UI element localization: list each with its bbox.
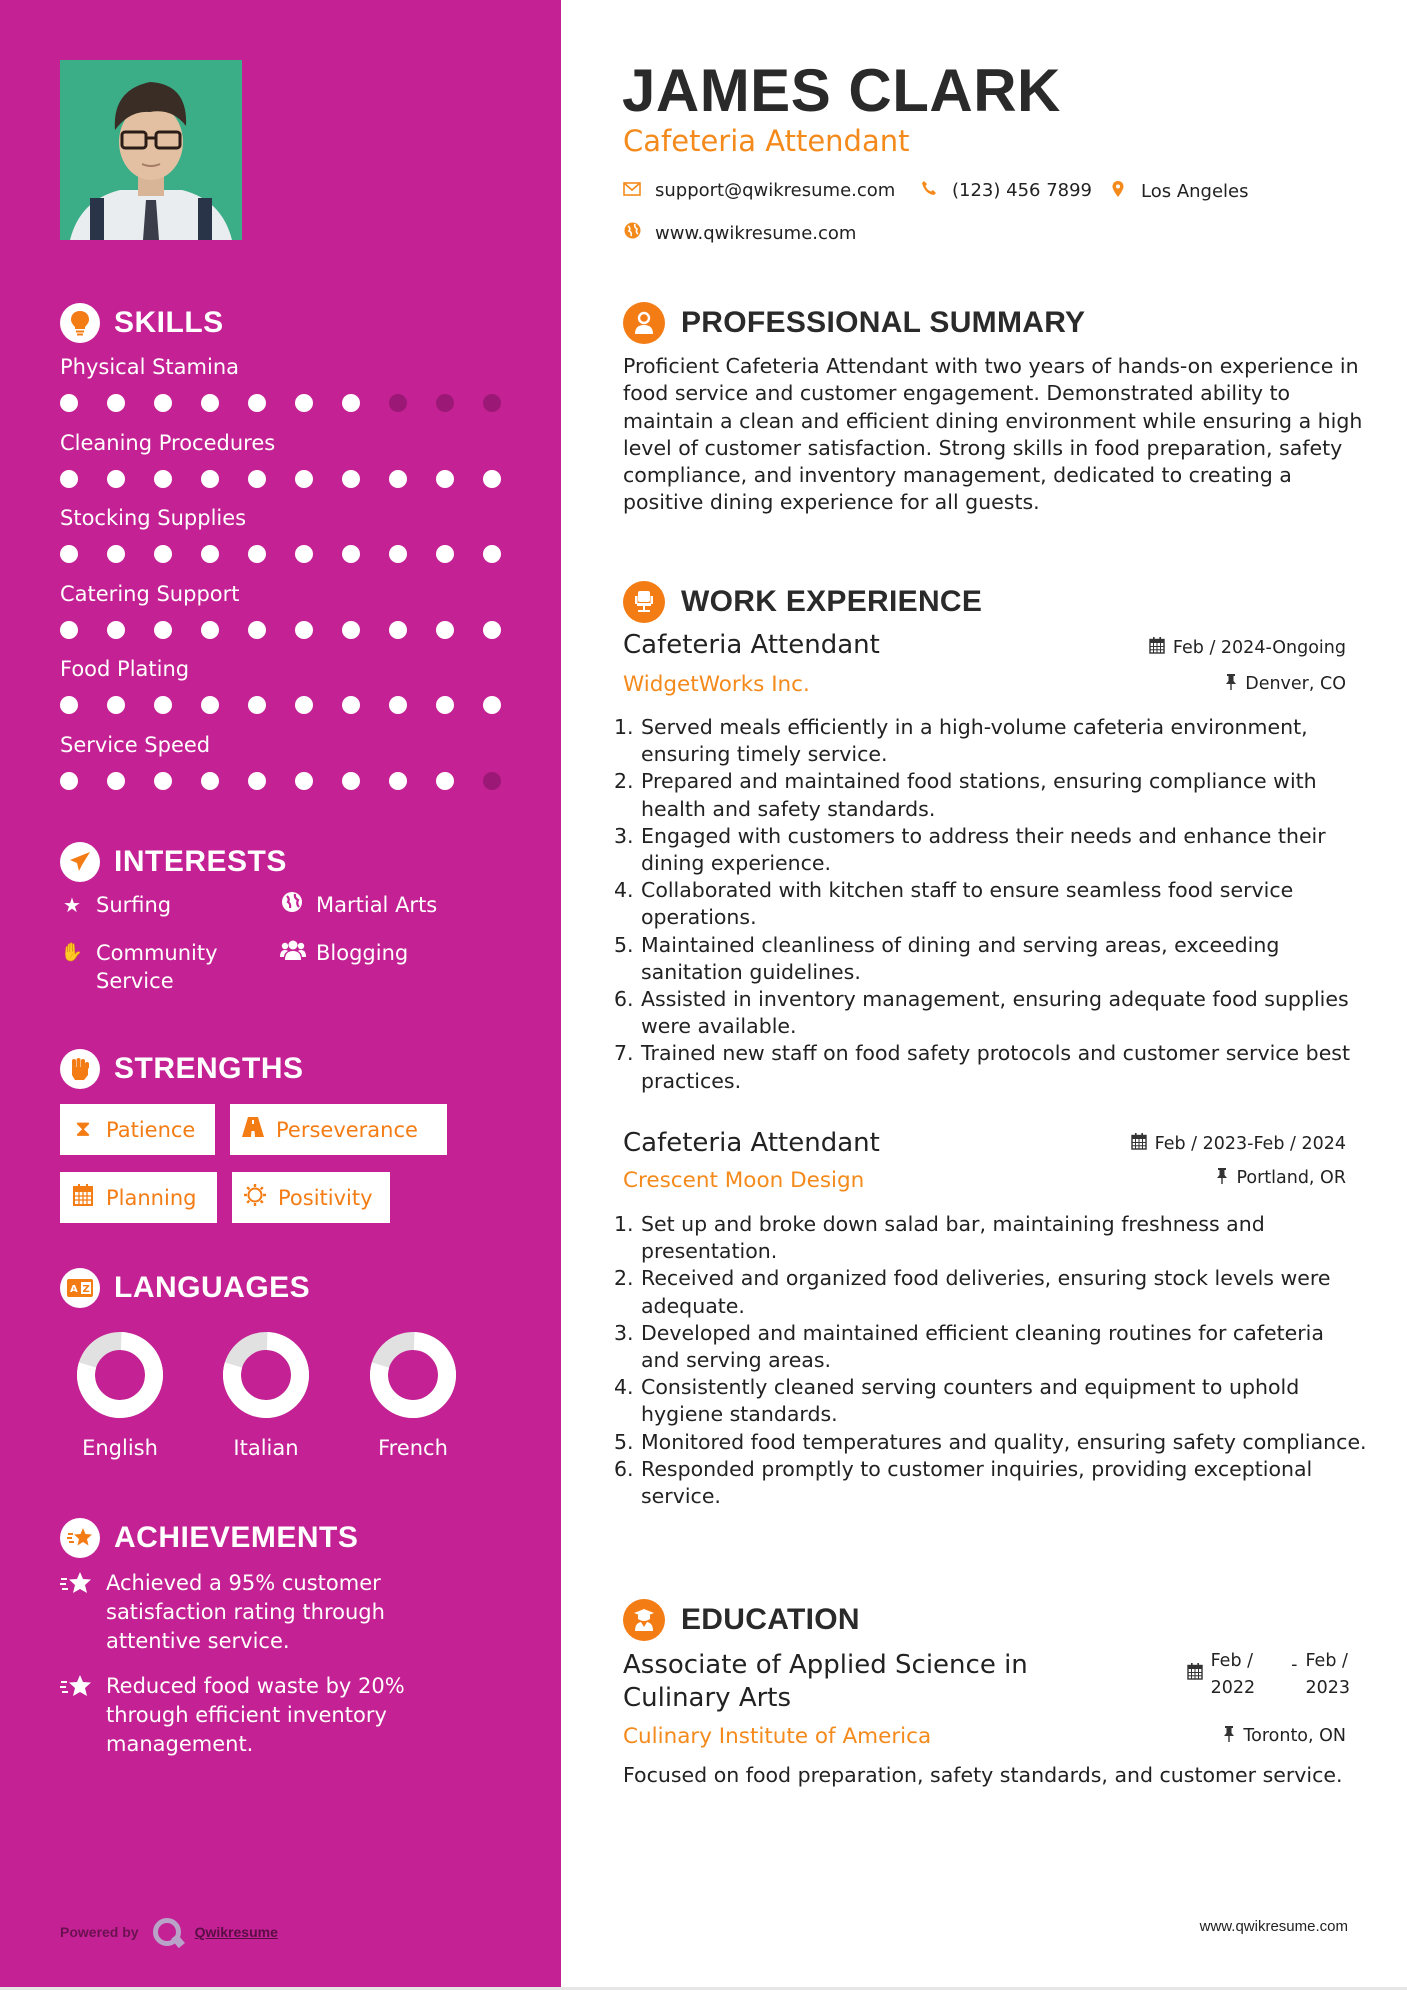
- qwikresume-link[interactable]: Qwikresume: [194, 1924, 278, 1940]
- job-duty-item: Responded promptly to customer inquiries, providing exceptional service.: [641, 1456, 1313, 1509]
- job-duty-item: Consistently cleaned serving counters and equipment to uphold hygiene standards.: [641, 1375, 1300, 1427]
- skill-label: Service Speed: [60, 733, 211, 757]
- date-separator: -: [1291, 1655, 1298, 1675]
- rating-dot-filled: [60, 394, 78, 412]
- contact-phone: [920, 180, 1092, 201]
- strength-label: Perseverance: [276, 1117, 418, 1142]
- fist-icon: [60, 1049, 100, 1089]
- rating-dot-filled: [342, 621, 360, 639]
- job-dates: [1149, 637, 1346, 658]
- interest-label: Community Service: [96, 941, 218, 993]
- rating-dot-filled: [295, 621, 313, 639]
- education-end: [1305, 1648, 1350, 1702]
- language-name: Italian: [233, 1436, 299, 1460]
- strength-chip: [60, 1172, 217, 1223]
- rating-dot-filled: [248, 394, 266, 412]
- user-icon: [623, 302, 665, 344]
- rating-dot-filled: [342, 696, 360, 714]
- interest-item: [60, 939, 260, 995]
- rating-dot-filled: [154, 545, 172, 563]
- rating-dot-filled: [248, 696, 266, 714]
- location-text: Los Angeles: [1141, 181, 1249, 202]
- education-start-month: Feb /: [1210, 1651, 1254, 1671]
- profile-photo: [60, 60, 242, 240]
- map-pin-icon: [1109, 180, 1127, 203]
- rating-dot-filled: [389, 470, 407, 488]
- hand-icon: ✋: [60, 942, 84, 963]
- job-duty-item: Received and organized food deliveries, ensuring stock levels were adequate.: [641, 1266, 1331, 1318]
- interests-title: INTERESTS: [114, 845, 287, 878]
- rating-dot-filled: [436, 696, 454, 714]
- job-duty-item: Set up and broke down salad bar, maintaining freshness and presentation.: [641, 1212, 1265, 1264]
- pushpin-icon: [1225, 674, 1237, 694]
- star-icon: ★: [63, 893, 81, 917]
- rating-dot-filled: [389, 621, 407, 639]
- rating-dot-filled: [60, 621, 78, 639]
- globe-icon: [623, 222, 641, 244]
- education-description: Focused on food preparation, safety standards, and customer service.: [623, 1763, 1343, 1787]
- globe-icon: [280, 891, 304, 920]
- candidate-title: Cafeteria Attendant: [623, 124, 910, 158]
- rating-dot-filled: [107, 621, 125, 639]
- road-icon: [242, 1117, 264, 1143]
- summary-header: [623, 302, 1085, 344]
- phone-icon: [920, 180, 938, 201]
- rating-dot-filled: [201, 696, 219, 714]
- rating-dot-filled: [201, 394, 219, 412]
- strength-chip: [230, 1104, 447, 1155]
- job-title: Cafeteria Attendant: [623, 630, 880, 660]
- job-date-range: Feb / 2023-Feb / 2024: [1154, 1133, 1346, 1154]
- achievement-item: [60, 1569, 460, 1656]
- rating-dot-filled: [295, 394, 313, 412]
- sidebar: [0, 0, 561, 1990]
- portrait-image: [60, 60, 242, 240]
- education-start-year: 2022: [1210, 1678, 1256, 1698]
- svg-text:Z: Z: [82, 1284, 90, 1295]
- candidate-name: JAMES CLARK: [622, 57, 1061, 124]
- skill-label: Food Plating: [60, 657, 190, 681]
- rating-dot-filled: [60, 696, 78, 714]
- rating-dot-filled: [107, 470, 125, 488]
- rating-dot-filled: [389, 772, 407, 790]
- job-duty-item: Maintained cleanliness of dining and serving areas, exceeding sanitation guidelines.: [641, 932, 1280, 984]
- svg-text:A: A: [70, 1284, 78, 1295]
- rating-dot-filled: [436, 545, 454, 563]
- language-item: [206, 1330, 326, 1460]
- job-duty-item: Developed and maintained efficient cleaning routines for cafeteria and serving areas.: [641, 1320, 1324, 1373]
- job-title: Cafeteria Attendant: [623, 1128, 880, 1158]
- rating-dot-filled: [342, 772, 360, 790]
- interest-label: Surfing: [96, 893, 172, 917]
- job-duty-item: Trained new staff on food safety protocols and customer service best practices.: [641, 1041, 1351, 1093]
- calendar-icon: [1131, 1133, 1147, 1154]
- skills-header: [60, 303, 224, 343]
- rating-dot-filled: [154, 470, 172, 488]
- school-name: Culinary Institute of America: [623, 1724, 932, 1749]
- job-location-text: Denver, CO: [1245, 674, 1346, 694]
- company-name: WidgetWorks Inc.: [623, 672, 810, 697]
- job-duty-item: Served meals efficiently in a high-volume cafeteria environment, ensuring timely service.: [641, 715, 1308, 767]
- envelope-icon: [623, 181, 641, 201]
- experience-header: [623, 581, 982, 623]
- interest-label: Martial Arts: [316, 893, 438, 917]
- rating-dot-filled: [201, 470, 219, 488]
- strengths-header: [60, 1049, 304, 1089]
- rating-dot-filled: [342, 545, 360, 563]
- rating-dot-filled: [60, 545, 78, 563]
- job-duties-list: [623, 714, 1368, 1095]
- education-location-text: Toronto, ON: [1243, 1726, 1346, 1746]
- pushpin-icon: [1216, 1168, 1228, 1188]
- strength-label: Planning: [106, 1185, 197, 1210]
- calendar-icon: [1149, 637, 1165, 658]
- rating-dot-filled: [295, 696, 313, 714]
- languages-title: LANGUAGES: [114, 1271, 311, 1304]
- rating-dot-filled: [248, 621, 266, 639]
- skill-label: Stocking Supplies: [60, 506, 247, 530]
- powered-by: [60, 1918, 278, 1946]
- summary-title: PROFESSIONAL SUMMARY: [681, 306, 1086, 339]
- language-item: [353, 1330, 473, 1460]
- sun-icon: [244, 1184, 266, 1212]
- education-end-year: 2023: [1305, 1678, 1350, 1698]
- powered-by-label: Powered by: [60, 1924, 139, 1940]
- rating-dot-empty: [483, 772, 501, 790]
- achievement-text: Achieved a 95% customer satisfaction rating through attentive service.: [106, 1571, 385, 1653]
- language-icon: [60, 1268, 100, 1308]
- rating-dot-filled: [107, 545, 125, 563]
- language-donut-chart: [221, 1330, 311, 1420]
- rating-dot-filled: [483, 545, 501, 563]
- strength-label: Positivity: [278, 1185, 373, 1210]
- rating-dot-filled: [248, 470, 266, 488]
- rating-dot-filled: [154, 621, 172, 639]
- office-chair-icon: [623, 581, 665, 623]
- rating-dot-filled: [60, 772, 78, 790]
- lightbulb-icon: [60, 303, 100, 343]
- interest-item: [280, 891, 437, 920]
- achievements-header: [60, 1518, 358, 1558]
- interests-header: [60, 842, 287, 882]
- skill-rating: [60, 545, 501, 563]
- rating-dot-empty: [483, 394, 501, 412]
- contact-email: [623, 180, 895, 201]
- language-donut-chart: [75, 1330, 165, 1420]
- interest-item: [280, 939, 408, 968]
- rating-dot-filled: [201, 545, 219, 563]
- website-link[interactable]: www.qwikresume.com: [655, 222, 857, 244]
- rating-dot-filled: [483, 696, 501, 714]
- phone-number: (123) 456 7899: [952, 180, 1093, 201]
- rating-dot-filled: [154, 696, 172, 714]
- job-duties-list: [623, 1211, 1368, 1510]
- languages-header: [60, 1268, 310, 1308]
- job-duty-item: Monitored food temperatures and quality, ensuring safety compliance.: [641, 1429, 1367, 1454]
- contact-website: [623, 222, 856, 244]
- rating-dot-filled: [342, 394, 360, 412]
- qwikresume-logo-icon: [153, 1918, 181, 1946]
- skill-label: Physical Stamina: [60, 355, 240, 379]
- skill-label: Cleaning Procedures: [60, 431, 276, 455]
- job-dates: [1131, 1133, 1346, 1154]
- calendar-icon: [1187, 1662, 1203, 1689]
- shooting-star-icon: [60, 1518, 100, 1558]
- interest-label: Blogging: [316, 941, 409, 965]
- calendar-icon: [72, 1184, 94, 1212]
- education-start: [1211, 1648, 1256, 1702]
- rating-dot-filled: [342, 470, 360, 488]
- job-date-range: Feb / 2024-Ongoing: [1172, 637, 1346, 658]
- experience-title: WORK EXPERIENCE: [681, 585, 983, 618]
- rating-dot-empty: [389, 394, 407, 412]
- education-end-month: Feb /: [1305, 1651, 1348, 1671]
- job-duty-item: Prepared and maintained food stations, ensuring compliance with health and safety standards.: [641, 769, 1317, 821]
- degree-title: Associate of Applied Science in Culinary Arts: [623, 1650, 1028, 1713]
- strengths-title: STRENGTHS: [114, 1052, 304, 1085]
- rating-dot-filled: [389, 696, 407, 714]
- skill-rating: [60, 394, 501, 412]
- education-dates: [1187, 1648, 1350, 1702]
- rating-dot-filled: [295, 470, 313, 488]
- rating-dot-filled: [248, 545, 266, 563]
- skill-rating: [60, 470, 501, 488]
- skill-rating: [60, 696, 501, 714]
- rating-dot-filled: [201, 772, 219, 790]
- contact-location: [1109, 180, 1249, 203]
- job-location-text: Portland, OR: [1236, 1168, 1346, 1188]
- job-duty-item: Assisted in inventory management, ensuring adequate food supplies were available.: [641, 987, 1349, 1039]
- shooting-star-icon: [60, 1672, 92, 1759]
- achievement-item: [60, 1672, 460, 1759]
- strength-label: Patience: [106, 1117, 196, 1142]
- rating-dot-filled: [295, 545, 313, 563]
- rating-dot-empty: [436, 394, 454, 412]
- users-icon: [280, 939, 304, 968]
- rating-dot-filled: [436, 772, 454, 790]
- rating-dot-filled: [436, 470, 454, 488]
- rating-dot-filled: [248, 772, 266, 790]
- education-location: [1223, 1726, 1346, 1746]
- shooting-star-icon: [60, 1569, 92, 1656]
- language-name: French: [378, 1436, 448, 1460]
- paper-plane-icon: [60, 842, 100, 882]
- job-duty-item: Collaborated with kitchen staff to ensure seamless food service operations.: [641, 878, 1294, 930]
- rating-dot-filled: [154, 772, 172, 790]
- skill-label: Catering Support: [60, 582, 240, 606]
- footer-website-link[interactable]: www.qwikresume.com: [1199, 1918, 1348, 1935]
- rating-dot-filled: [389, 545, 407, 563]
- rating-dot-filled: [107, 696, 125, 714]
- achievements-title: ACHIEVEMENTS: [114, 1521, 359, 1554]
- rating-dot-filled: [107, 394, 125, 412]
- language-donut-chart: [368, 1330, 458, 1420]
- pushpin-icon: [1223, 1726, 1235, 1746]
- language-name: English: [82, 1436, 158, 1460]
- job-location: [1225, 674, 1346, 694]
- strength-chip: [60, 1104, 215, 1155]
- rating-dot-filled: [201, 621, 219, 639]
- summary-text: Proficient Cafeteria Attendant with two years of hands-on experience in food service and customer engagement. Demonstrated ability to maintain a clean and efficient dining environment while ensuring a high level of customer satisfaction. Strong skills in food preparation, safety compliance, and inventory management, dedicated to creating a positive dining experience for all guests.: [623, 354, 1363, 515]
- achievement-text: Reduced food waste by 20% through efficient inventory management.: [106, 1674, 405, 1756]
- graduate-icon: [623, 1599, 665, 1641]
- education-title: EDUCATION: [681, 1603, 860, 1636]
- rating-dot-filled: [154, 394, 172, 412]
- rating-dot-filled: [295, 772, 313, 790]
- skill-rating: [60, 621, 501, 639]
- rating-dot-filled: [483, 621, 501, 639]
- company-name: Crescent Moon Design: [623, 1168, 865, 1193]
- strength-chip: [232, 1172, 390, 1223]
- skills-title: SKILLS: [114, 306, 224, 339]
- job-duty-item: Engaged with customers to address their needs and enhance their dining experience.: [641, 823, 1326, 876]
- hourglass-icon: ⧗: [75, 1117, 91, 1142]
- email-link[interactable]: support@qwikresume.com: [655, 180, 896, 201]
- job-location: [1216, 1168, 1346, 1188]
- rating-dot-filled: [483, 470, 501, 488]
- rating-dot-filled: [436, 621, 454, 639]
- rating-dot-filled: [107, 772, 125, 790]
- skill-rating: [60, 772, 501, 790]
- interest-item: [60, 891, 171, 919]
- education-header: [623, 1599, 860, 1641]
- language-item: [60, 1330, 180, 1460]
- rating-dot-filled: [60, 470, 78, 488]
- main-content: [561, 0, 1407, 1990]
